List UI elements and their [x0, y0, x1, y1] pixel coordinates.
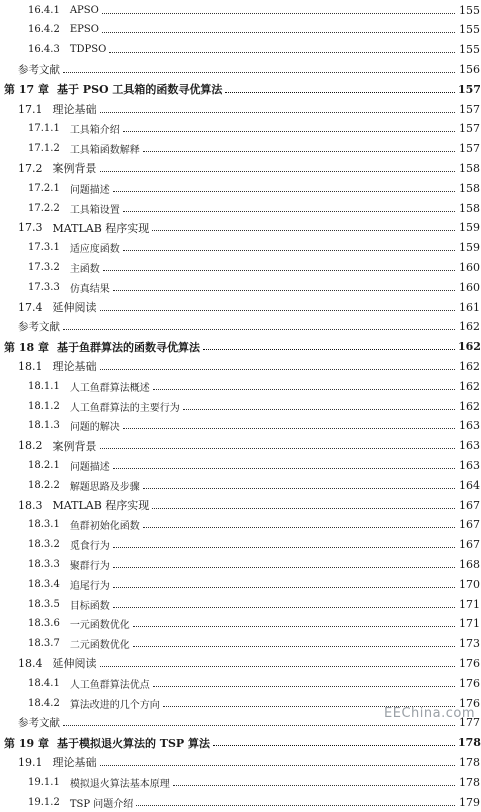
dot-leader — [153, 686, 455, 687]
toc-entry-title: 理论基础 — [52, 103, 97, 116]
toc-subsection-entry[interactable] — [0, 515, 481, 535]
dot-leader — [100, 666, 456, 667]
toc-entry-number: 18.3.6 — [28, 618, 60, 630]
toc-entry-page-number: 160 — [459, 280, 480, 294]
toc-entry-title: 模拟退火算法基本原理 — [69, 778, 170, 790]
toc-entry-number: 第 19 章 — [4, 736, 49, 750]
toc-entry-title: 参考文献 — [18, 321, 60, 334]
toc-entry-number: 17.3 — [18, 221, 43, 235]
toc-section-entry[interactable] — [0, 436, 481, 456]
toc-entry-number: 18.4.2 — [28, 697, 60, 709]
toc-chapter-entry[interactable] — [0, 79, 481, 99]
toc-subsection-entry[interactable] — [0, 257, 481, 277]
toc-entry-page-number: 176 — [459, 676, 480, 690]
toc-subsection-entry[interactable] — [0, 475, 481, 495]
toc-subsection-entry[interactable] — [0, 396, 481, 416]
toc-entry-page-number: 157 — [458, 82, 481, 96]
dot-leader — [113, 587, 455, 588]
toc-entry-page-number: 158 — [459, 201, 480, 215]
dot-leader — [152, 230, 455, 231]
toc-entry-title: 问题描述 — [69, 461, 110, 473]
toc-entry-page-number: 171 — [459, 597, 480, 611]
toc-entry-number: 18.2.1 — [28, 459, 60, 471]
dot-leader — [109, 52, 455, 53]
dot-leader — [152, 508, 455, 509]
toc-entry-number: 17.2.2 — [28, 202, 60, 214]
toc-entry-page-number: 177 — [459, 716, 480, 730]
toc-entry-page-number: 164 — [459, 478, 480, 492]
toc-entry-page-number: 178 — [459, 775, 480, 789]
toc-entry-number: 19.1.1 — [28, 776, 60, 788]
toc-entry-number: 16.4.1 — [28, 4, 60, 16]
toc-subsection-entry[interactable] — [0, 772, 481, 792]
toc-entry-page-number: 171 — [459, 617, 480, 631]
dot-leader — [100, 448, 456, 449]
toc-entry-title: 解题思路及步骤 — [69, 481, 140, 493]
toc-entry-page-number: 168 — [459, 557, 480, 571]
toc-entry-number: 17.3.3 — [28, 281, 60, 293]
toc-entry-page-number: 157 — [459, 102, 480, 116]
toc-entry-number: 16.4.2 — [28, 24, 60, 36]
toc-entry-title: 工具箱函数解释 — [69, 145, 140, 157]
toc-entry-page-number: 178 — [459, 755, 480, 769]
toc-entry-number: 第 18 章 — [4, 340, 49, 354]
dot-leader — [133, 646, 455, 647]
toc-subsection-entry[interactable] — [0, 376, 481, 396]
toc-entry-page-number: 155 — [459, 43, 480, 57]
toc-section-entry[interactable] — [0, 158, 481, 178]
toc-entry-page-number: 157 — [459, 142, 480, 156]
toc-entry-page-number: 170 — [459, 577, 480, 591]
toc-entry-title: MATLAB 程序实现 — [52, 221, 150, 235]
toc-entry-number: 18.2 — [18, 439, 43, 453]
toc-entry-number: 16.4.3 — [28, 44, 60, 56]
toc-subsection-entry[interactable] — [0, 178, 481, 198]
toc-entry-title: 一元函数优化 — [69, 620, 130, 632]
toc-entry-title: 延伸阅读 — [52, 301, 97, 314]
toc-entry-title: 基于模拟退火算法的 TSP 算法 — [56, 736, 211, 750]
toc-entry-page-number: 157 — [459, 122, 480, 136]
dot-leader — [113, 468, 455, 469]
toc-entry-page-number: 159 — [459, 241, 480, 255]
toc-entry-number: 第 17 章 — [4, 83, 49, 97]
dot-leader — [123, 211, 455, 212]
toc-entry-page-number: 167 — [459, 538, 480, 552]
toc-entry-number: 18.3 — [18, 498, 43, 512]
toc-entry-title: APSO — [69, 4, 99, 16]
toc-entry-page-number: 167 — [459, 518, 480, 532]
toc-entry-page-number: 162 — [459, 359, 480, 373]
toc-entry-title: 参考文献 — [18, 63, 60, 76]
toc-entry-title: 参考文献 — [18, 717, 60, 730]
toc-entry-title: 仿真结果 — [69, 283, 110, 295]
toc-entry-title: MATLAB 程序实现 — [52, 499, 150, 512]
toc-entry-number: 17.2.1 — [28, 182, 60, 194]
toc-entry-number: 18.3.5 — [28, 598, 60, 610]
toc-subsection-entry[interactable] — [0, 574, 481, 594]
toc-entry-title: 基于鱼群算法的函数寻优算法 — [56, 340, 200, 354]
toc-subsection-entry[interactable] — [0, 535, 481, 555]
toc-subsection-entry[interactable] — [0, 238, 481, 258]
toc-entry-page-number: 156 — [459, 62, 480, 76]
dot-leader — [100, 369, 456, 370]
toc-entry-title: 追尾行为 — [69, 580, 110, 592]
toc-subsection-entry[interactable] — [0, 40, 481, 60]
toc-section-entry[interactable] — [0, 752, 481, 772]
toc-subsection-entry[interactable] — [0, 20, 481, 40]
dot-leader — [136, 805, 455, 806]
toc-entry-title: 适应度函数 — [69, 244, 120, 256]
toc-entry-number: 18.1.2 — [28, 400, 60, 412]
toc-entry-title: EPSO — [69, 24, 99, 36]
toc-section-entry[interactable] — [0, 653, 481, 673]
toc-entry-title: 案例背景 — [52, 162, 97, 176]
toc-entry-title: 二元函数优化 — [69, 640, 130, 652]
watermark-text: EEChina.com — [384, 706, 475, 721]
toc-entry-number: 17.1 — [18, 102, 43, 116]
toc-entry-page-number: 162 — [459, 379, 480, 393]
toc-subsection-entry[interactable] — [0, 0, 481, 20]
toc-entry-page-number: 179 — [459, 795, 480, 809]
toc-entry-title: 基于 PSO 工具箱的函数寻优算法 — [56, 83, 223, 97]
toc-chapter-entry[interactable] — [0, 337, 481, 357]
toc-entry-number: 18.3.1 — [28, 519, 60, 531]
dot-leader — [123, 250, 455, 251]
toc-subsection-entry[interactable] — [0, 634, 481, 654]
toc-entry-title: 目标函数 — [69, 600, 110, 612]
toc-subsection-entry[interactable] — [0, 277, 481, 297]
toc-chapter-entry[interactable] — [0, 733, 481, 753]
dot-leader — [113, 567, 455, 568]
toc-entry-page-number: 155 — [459, 23, 480, 37]
toc-entry-number: 18.4.1 — [28, 677, 60, 689]
toc-entry-title: 觅食行为 — [69, 541, 110, 553]
toc-subsection-entry[interactable] — [0, 673, 481, 693]
dot-leader — [63, 72, 455, 73]
toc-subsection-entry[interactable] — [0, 198, 481, 218]
toc-entry-page-number: 176 — [459, 656, 480, 670]
dot-leader — [113, 290, 455, 291]
toc-subsection-entry[interactable] — [0, 119, 481, 139]
toc-entry-title: 主函数 — [69, 263, 100, 275]
toc-references-entry[interactable] — [0, 59, 481, 79]
toc-entry-number: 18.4 — [18, 656, 43, 670]
toc-entry-page-number: 158 — [459, 181, 480, 195]
toc-entry-number: 17.1.2 — [28, 143, 60, 155]
toc-section-entry[interactable] — [0, 99, 481, 119]
toc-entry-number: 18.1 — [18, 359, 43, 373]
toc-entry-number: 17.3.2 — [28, 261, 60, 273]
toc-entry-number: 17.2 — [18, 161, 43, 175]
dot-leader — [100, 171, 456, 172]
toc-entry-title: TSP 问题介绍 — [69, 798, 134, 810]
toc-entry-number: 17.3.1 — [28, 242, 60, 254]
toc-entry-page-number: 158 — [459, 161, 480, 175]
toc-entry-number: 18.3.3 — [28, 558, 60, 570]
toc-subsection-entry[interactable] — [0, 594, 481, 614]
toc-entry-number: 18.3.7 — [28, 638, 60, 650]
toc-entry-title: 人工鱼群算法的主要行为 — [69, 402, 180, 414]
toc-entry-page-number: 163 — [459, 419, 480, 433]
toc-entry-title: 问题的解决 — [69, 422, 120, 434]
dot-leader — [102, 32, 455, 33]
toc-entry-page-number: 176 — [459, 696, 480, 710]
toc-section-entry[interactable] — [0, 495, 481, 515]
dot-leader — [123, 131, 455, 132]
toc-entry-title: 延伸阅读 — [52, 657, 97, 671]
toc-subsection-entry[interactable] — [0, 554, 481, 574]
dot-leader — [173, 785, 455, 786]
dot-leader — [153, 389, 455, 390]
dot-leader — [123, 428, 455, 429]
toc-entry-title: 工具箱设置 — [69, 204, 120, 216]
toc-entry-page-number: 160 — [459, 260, 480, 274]
toc-entry-page-number: 162 — [459, 320, 480, 334]
toc-entry-title: 工具箱介绍 — [69, 125, 120, 137]
dot-leader — [133, 626, 455, 627]
toc-entry-number: 18.2.2 — [28, 479, 60, 491]
toc-entry-title: 案例背景 — [52, 439, 97, 453]
toc-entry-number: 18.3.4 — [28, 578, 60, 590]
toc-entry-page-number: 173 — [459, 637, 480, 651]
toc-entry-page-number: 178 — [458, 736, 481, 750]
dot-leader — [113, 607, 455, 608]
toc-entry-page-number: 163 — [459, 439, 480, 453]
toc-entry-title: 人工鱼群算法概述 — [69, 382, 150, 394]
toc-references-entry[interactable] — [0, 317, 481, 337]
dot-leader — [143, 527, 455, 528]
toc-entry-number: 18.1.1 — [28, 380, 60, 392]
toc-section-entry[interactable] — [0, 218, 481, 238]
dot-leader — [63, 725, 455, 726]
dot-leader — [203, 349, 455, 350]
toc-entry-page-number: 162 — [459, 399, 480, 413]
dot-leader — [143, 151, 455, 152]
toc-subsection-entry[interactable] — [0, 416, 481, 436]
dot-leader — [100, 112, 456, 113]
toc-subsection-entry[interactable] — [0, 455, 481, 475]
dot-leader — [103, 270, 455, 271]
toc-entry-title: 理论基础 — [52, 360, 97, 374]
dot-leader — [113, 191, 455, 192]
toc-entry-page-number: 155 — [459, 3, 480, 17]
toc-entry-number: 18.1.3 — [28, 420, 60, 432]
toc-entry-page-number: 163 — [459, 458, 480, 472]
toc-entry-number: 19.1 — [18, 755, 43, 769]
dot-leader — [100, 310, 456, 311]
toc-subsection-entry[interactable] — [0, 139, 481, 159]
toc-section-entry[interactable] — [0, 356, 481, 376]
dot-leader — [143, 488, 455, 489]
toc-entry-title: 理论基础 — [52, 756, 97, 770]
toc-entry-title: 问题描述 — [69, 184, 110, 196]
toc-subsection-entry[interactable] — [0, 792, 481, 812]
toc-entry-title: 鱼群初始化函数 — [69, 521, 140, 533]
toc-entry-number: 18.3.2 — [28, 539, 60, 551]
toc-entry-title: 算法改进的几个方向 — [69, 699, 160, 711]
dot-leader — [113, 547, 455, 548]
toc-subsection-entry[interactable] — [0, 614, 481, 634]
toc-entry-number: 17.4 — [18, 300, 43, 314]
dot-leader — [63, 329, 455, 330]
toc-entry-page-number: 159 — [459, 221, 480, 235]
dot-leader — [225, 92, 455, 93]
toc-entry-title: 聚群行为 — [69, 560, 110, 572]
toc-entry-number: 17.1.1 — [28, 123, 60, 135]
toc-section-entry[interactable] — [0, 297, 481, 317]
toc-entry-page-number: 167 — [459, 498, 480, 512]
toc-entry-title: 人工鱼群算法优点 — [69, 679, 150, 691]
dot-leader — [183, 409, 455, 410]
toc-entry-page-number: 161 — [459, 300, 480, 314]
toc-entry-number: 19.1.2 — [28, 796, 60, 808]
dot-leader — [213, 745, 455, 746]
toc-entry-page-number: 162 — [458, 340, 481, 354]
toc-entry-title: TDPSO — [69, 44, 107, 56]
dot-leader — [100, 765, 456, 766]
dot-leader — [102, 13, 455, 14]
